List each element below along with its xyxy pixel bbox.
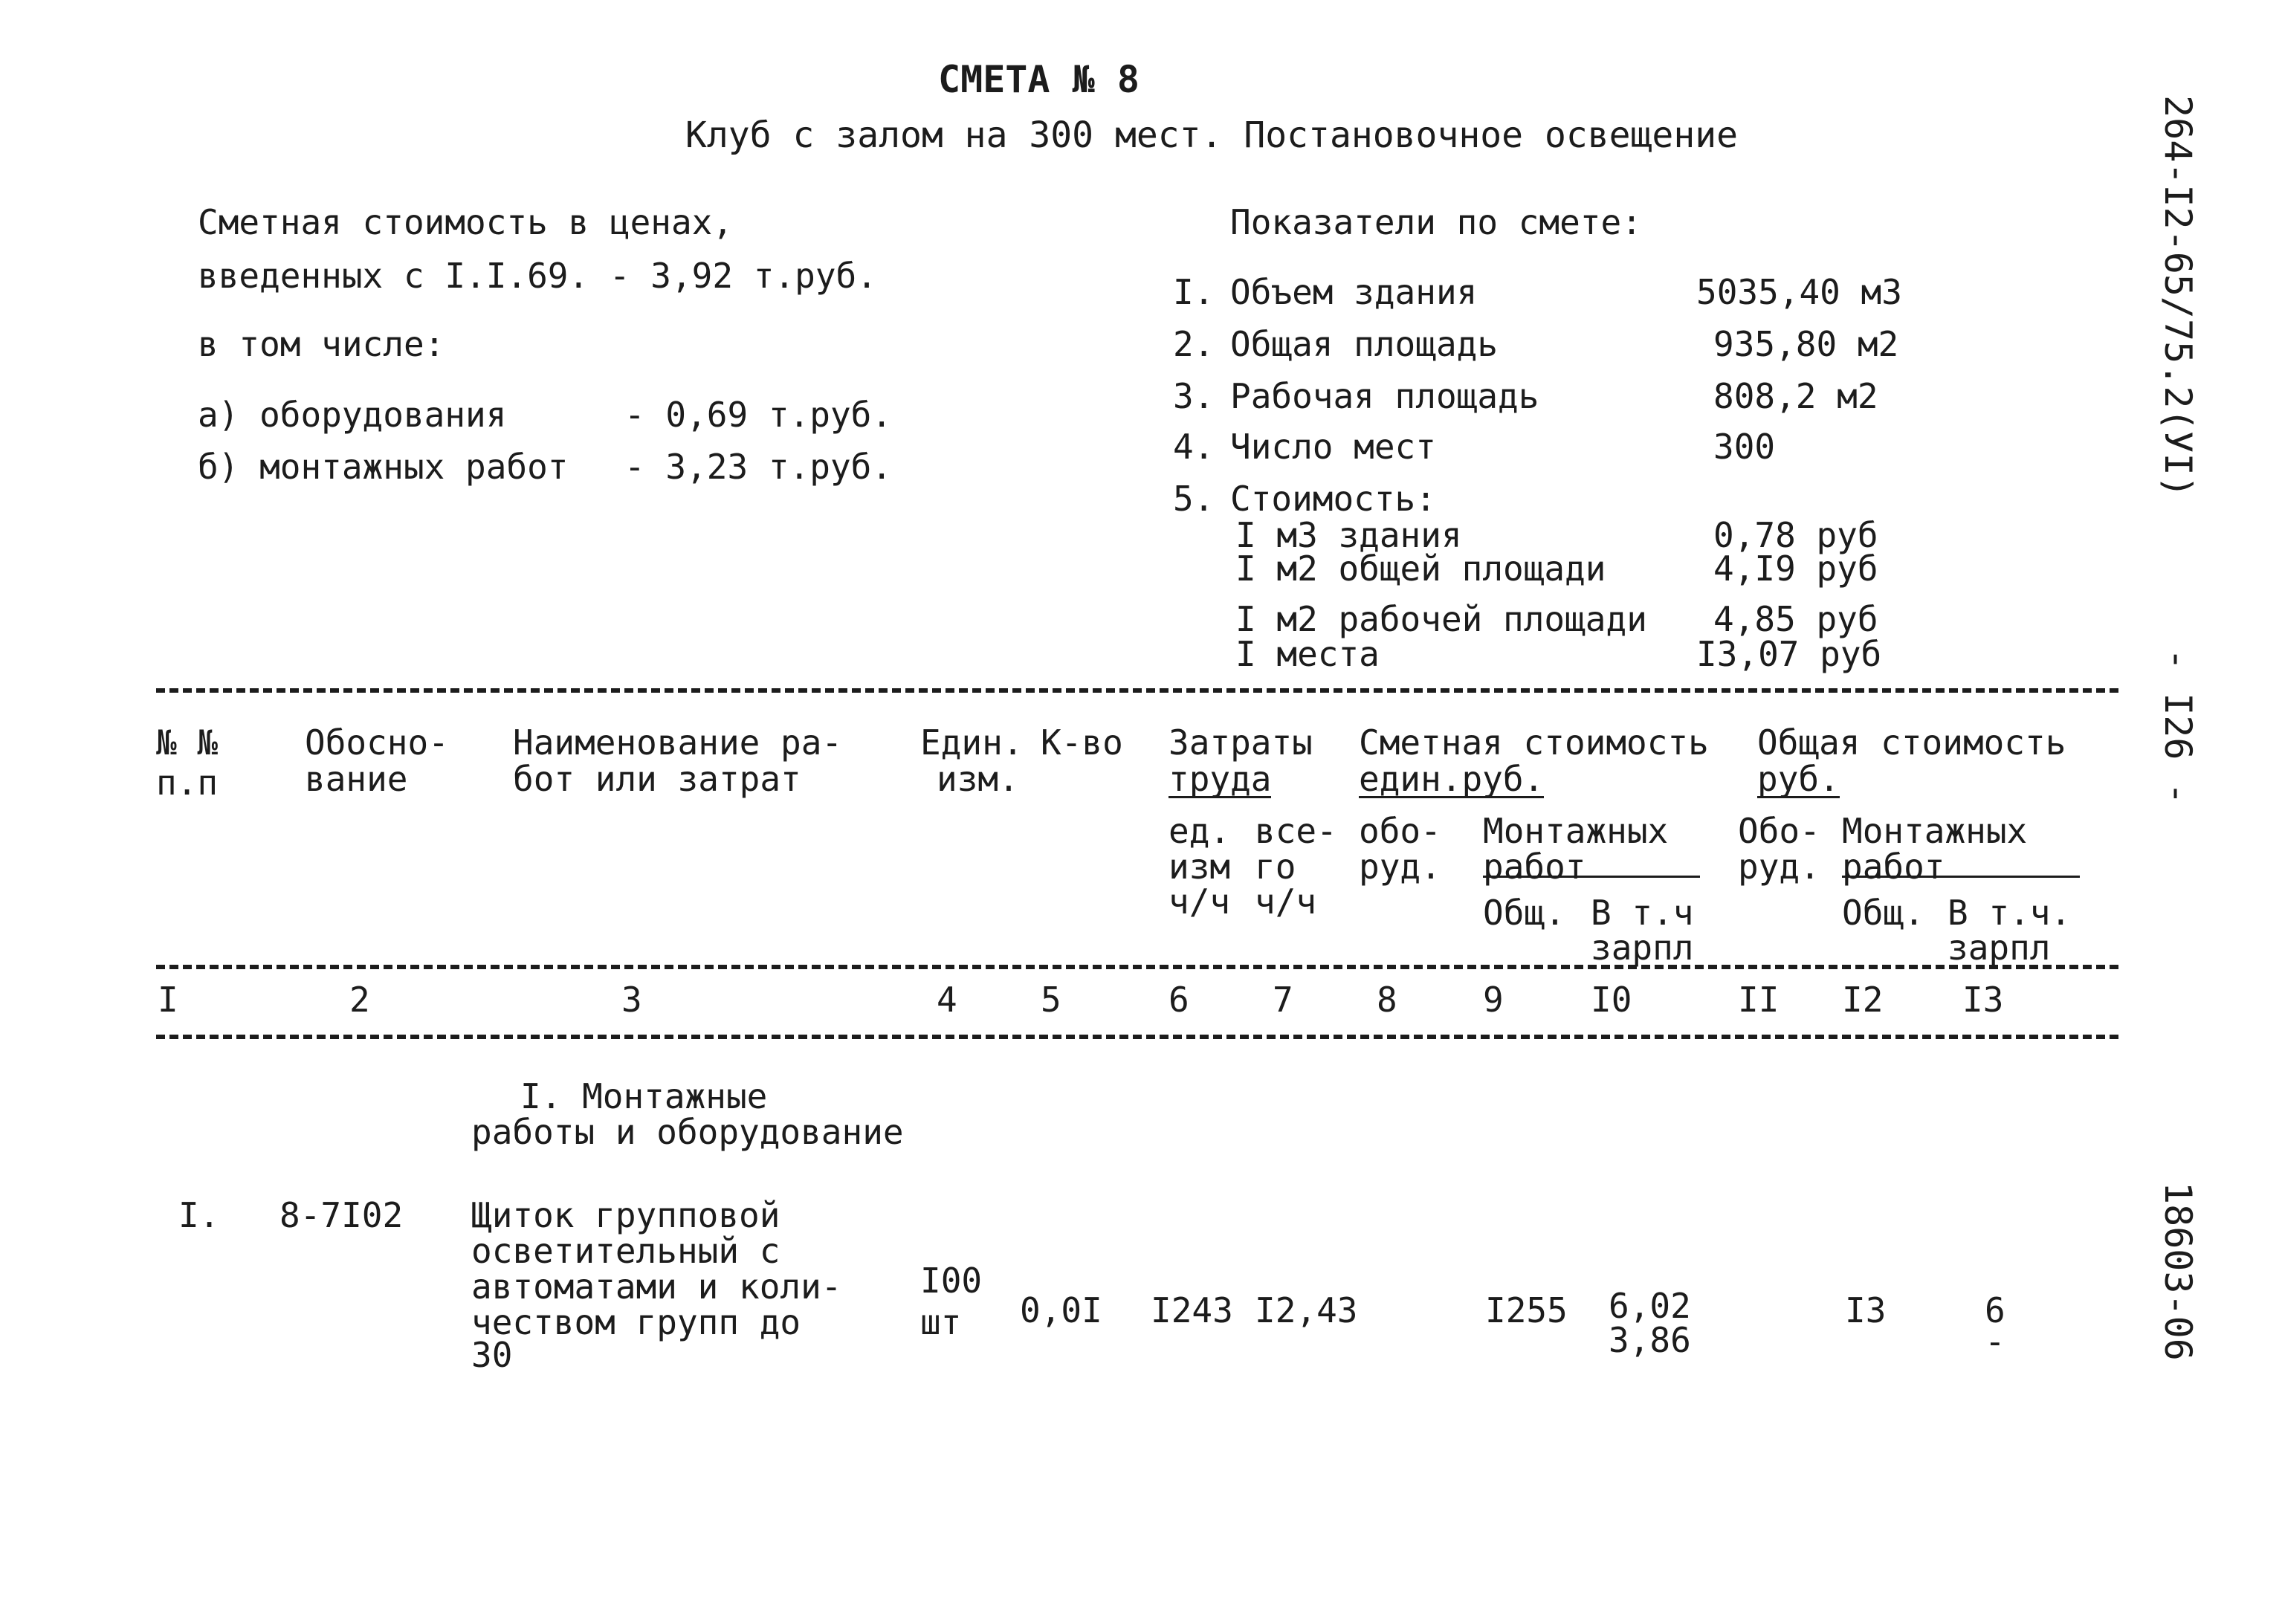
column-number: 4 xyxy=(937,980,957,1020)
header-wage: В т.ч xyxy=(1591,893,1694,933)
installation-cost-label: б) монтажных работ xyxy=(198,447,569,487)
row-name: автоматами и коли- xyxy=(471,1266,842,1307)
section-title: I. Монтажные xyxy=(520,1076,768,1116)
row-basis: 8-7I02 xyxy=(279,1195,404,1235)
row-installation-total: I255 xyxy=(1485,1290,1568,1330)
column-number: 8 xyxy=(1377,980,1397,1020)
indicator-label: Объем здания xyxy=(1230,272,1478,312)
header-unit-cost: един.руб. xyxy=(1359,759,1545,799)
installation-cost-value: - 3,23 т.руб. xyxy=(624,447,893,487)
header-num: п.п xyxy=(156,763,219,803)
equipment-cost-value: - 0,69 т.руб. xyxy=(624,395,893,435)
header-total-cost: руб. xyxy=(1757,759,1840,799)
column-number: I3 xyxy=(1962,980,2004,1020)
column-number: I xyxy=(158,980,178,1020)
column-number: 2 xyxy=(349,980,370,1020)
header-name: бот или затрат xyxy=(513,759,801,799)
header-subtotal: Общ. xyxy=(1842,893,1924,933)
unit-cost-value: 4,85 руб xyxy=(1713,599,1878,639)
column-number: I2 xyxy=(1842,980,1884,1020)
unit-cost-value: I3,07 руб xyxy=(1696,634,1882,674)
page-number: - I26 - xyxy=(2156,648,2199,805)
indicator-num: 3. xyxy=(1173,376,1215,416)
header-total-equipment: руд. xyxy=(1738,847,1820,887)
indicator-num: 2. xyxy=(1173,324,1215,364)
column-number: 5 xyxy=(1041,980,1061,1020)
indicator-value: 300 xyxy=(1713,427,1776,467)
indicator-label: Общая площадь xyxy=(1230,324,1499,364)
estimate-title: СМЕТА № 8 xyxy=(938,58,1140,101)
column-number: 9 xyxy=(1483,980,1504,1020)
archive-number: 18603-06 xyxy=(2156,1182,2199,1361)
indicator-num: I. xyxy=(1173,272,1215,312)
header-unit: изм. xyxy=(937,759,1019,799)
header-installation: Монтажных xyxy=(1483,811,1669,851)
including-label: в том числе: xyxy=(198,324,445,364)
header-labor: труда xyxy=(1169,759,1272,799)
header-total-cost: Общая стоимость xyxy=(1757,722,2066,763)
indicator-value: 935,80 м2 xyxy=(1713,324,1899,364)
indicator-label: Рабочая площадь xyxy=(1230,376,1539,416)
header-basis: вание xyxy=(305,759,408,799)
column-number: 6 xyxy=(1169,980,1189,1020)
header-subtotal: Общ. xyxy=(1483,893,1565,933)
header-num: № № xyxy=(156,722,219,763)
header-labor-unit: изм xyxy=(1169,847,1231,887)
row-total-wage: - xyxy=(1985,1321,2005,1362)
cost-summary-line2: введенных с I.I.69. - 3,92 т.руб. xyxy=(198,256,877,296)
column-number: 3 xyxy=(621,980,642,1020)
unit-cost-value: 4,I9 руб xyxy=(1713,549,1878,589)
header-labor-total: ч/ч xyxy=(1255,881,1317,922)
row-name: Щиток групповой xyxy=(471,1195,780,1235)
header-wage: зарпл xyxy=(1591,928,1694,968)
header-labor-total: го xyxy=(1255,847,1296,887)
row-quantity: 0,0I xyxy=(1020,1290,1102,1330)
row-unit: шт xyxy=(920,1302,962,1342)
unit-cost-label: I м3 здания xyxy=(1235,515,1462,555)
column-numbers-rule xyxy=(156,1035,2118,1039)
row-name: 30 xyxy=(471,1335,513,1375)
header-wage: зарпл xyxy=(1948,928,2051,968)
header-total-installation: работ xyxy=(1842,847,1945,887)
header-unit-cost: Сметная стоимость xyxy=(1359,722,1709,763)
header-name: Наименование ра- xyxy=(513,722,843,763)
indicator-num: 5. xyxy=(1173,479,1215,519)
indicator-value: 5035,40 м3 xyxy=(1696,272,1902,312)
table-top-rule xyxy=(156,688,2118,693)
header-bottom-rule xyxy=(156,965,2118,969)
cost-summary-line1: Сметная стоимость в ценах, xyxy=(198,202,734,242)
indicator-value: 808,2 м2 xyxy=(1713,376,1878,416)
header-total-installation: Монтажных xyxy=(1842,811,2028,851)
row-name: осветительный с xyxy=(471,1231,780,1271)
row-labor-unit: I243 xyxy=(1151,1290,1233,1330)
row-name: чеством групп до xyxy=(471,1302,801,1342)
indicator-label: Число мест xyxy=(1230,427,1436,467)
unit-cost-label: I м2 общей площади xyxy=(1235,549,1606,589)
unit-cost-label: I места xyxy=(1235,634,1380,674)
header-quantity: К-во xyxy=(1041,722,1123,763)
header-wage: В т.ч. xyxy=(1948,893,2072,933)
header-equipment: обо- xyxy=(1359,811,1441,851)
header-labor: Затраты xyxy=(1169,722,1313,763)
row-labor-total: I2,43 xyxy=(1255,1290,1358,1330)
header-labor-unit: ед. xyxy=(1169,811,1231,851)
row-unit: I00 xyxy=(920,1261,983,1301)
row-installation-wage: 6,02 xyxy=(1609,1286,1691,1326)
unit-cost-value: 0,78 руб xyxy=(1713,515,1878,555)
section-title: работы и оборудование xyxy=(471,1112,904,1152)
row-total-installation: I3 xyxy=(1845,1290,1887,1330)
header-basis: Обосно- xyxy=(305,722,449,763)
cost-per-unit-heading: Стоимость: xyxy=(1230,479,1436,519)
indicator-num: 4. xyxy=(1173,427,1215,467)
document-code: 264-I2-65/75.2(УI) xyxy=(2156,95,2199,498)
header-labor-total: все- xyxy=(1255,811,1337,851)
row-number: I. xyxy=(178,1195,220,1235)
header-equipment: руд. xyxy=(1359,847,1441,887)
row-total-wage: 6 xyxy=(1985,1290,2005,1330)
unit-cost-label: I м2 рабочей площади xyxy=(1235,599,1647,639)
header-unit: Един. xyxy=(920,722,1024,763)
header-labor-unit: ч/ч xyxy=(1169,881,1231,922)
header-total-equipment: Обо- xyxy=(1738,811,1820,851)
estimate-subtitle: Клуб с залом на 300 мест. Постановочное освещение xyxy=(685,114,1739,156)
column-number: 7 xyxy=(1273,980,1293,1020)
column-number: I0 xyxy=(1591,980,1632,1020)
indicators-heading: Показатели по смете: xyxy=(1230,202,1642,242)
header-installation: работ xyxy=(1483,847,1586,887)
column-number: II xyxy=(1738,980,1780,1020)
equipment-cost-label: а) оборудования xyxy=(198,395,507,435)
row-installation-wage: 3,86 xyxy=(1609,1320,1691,1360)
